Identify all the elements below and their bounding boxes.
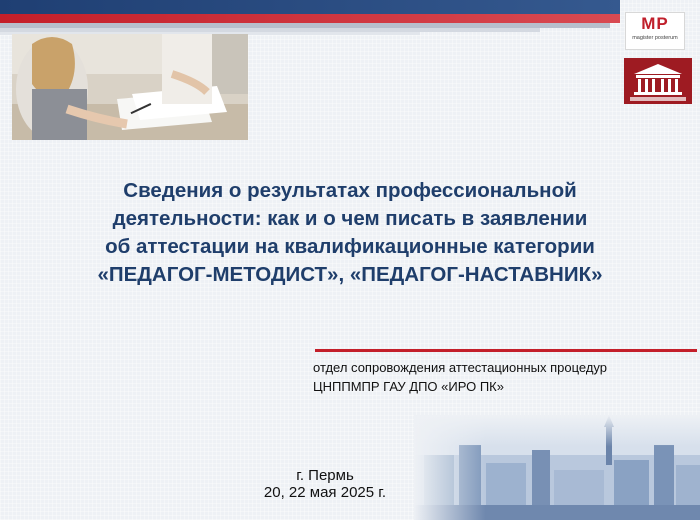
divider-line (315, 349, 697, 352)
place-and-date (230, 467, 420, 501)
department-info (313, 358, 693, 396)
top-stripe-red (0, 14, 620, 23)
date-label: 20, 22 мая 2025 г. (263, 484, 387, 501)
city-panorama (414, 415, 700, 520)
people-writing-photo (12, 34, 248, 140)
city-label: г. Пермь (296, 467, 354, 484)
department-line: ЦНППМПР ГАУ ДПО «ИРО ПК» (313, 379, 504, 394)
title-line: деятельности: как и о чем писать в заявлении (112, 207, 588, 230)
top-stripe-blue (0, 0, 620, 14)
institute-building-logo (624, 58, 692, 104)
logo-text: magister posterum (632, 35, 678, 41)
logo-mark: MP (641, 14, 669, 33)
slide-title (40, 177, 660, 289)
title-line: Сведения о результатах профессиональной (123, 179, 577, 202)
magister-posterum-logo (625, 12, 685, 50)
title-line: об аттестации на квалификационные категории (105, 235, 595, 258)
department-line: отдел сопровождения аттестационных процедур (313, 360, 608, 375)
title-line: «ПЕДАГОГ-МЕТОДИСТ», «ПЕДАГОГ-НАСТАВНИК» (97, 263, 603, 286)
